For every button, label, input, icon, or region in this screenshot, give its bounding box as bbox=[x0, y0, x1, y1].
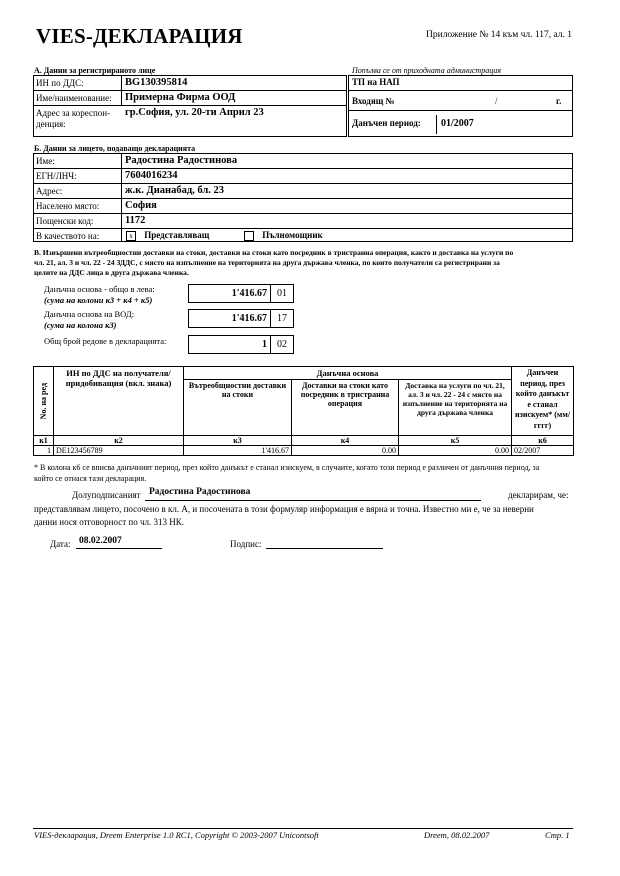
company-name-row bbox=[34, 91, 346, 106]
incoming-slash: / bbox=[495, 96, 498, 106]
footer-date: Dreem, 08.02.2007 bbox=[424, 830, 490, 840]
col-k5-header: Доставка на услуги по чл. 21, ал. 3 и чл. 22 - 24 с място на изпълнение на територията на друга държава членка bbox=[399, 380, 512, 436]
signature-label: Подпис: bbox=[230, 539, 262, 549]
postcode-value: 1172 bbox=[125, 215, 146, 226]
section-a-box bbox=[33, 75, 347, 137]
date-label: Дата: bbox=[50, 539, 71, 549]
person-address-label: Адрес: bbox=[36, 186, 63, 196]
capacity-row bbox=[34, 229, 572, 244]
undersigned-value: Радостина Радостинова bbox=[149, 487, 251, 497]
egn-value: 7604016234 bbox=[125, 170, 178, 181]
date-value[interactable]: 08.02.2007 bbox=[79, 536, 122, 546]
period-value: 01/2007 bbox=[441, 118, 474, 129]
undersigned-label: Долуподписаният bbox=[72, 490, 141, 500]
col-no-header: No. на ред bbox=[34, 367, 54, 436]
total-base-label: Данъчна основа - общо в лева: (сума на колони к3 + к4 + к5) bbox=[44, 284, 155, 305]
nap-office-label: ТП на НАП bbox=[352, 77, 400, 87]
footer-page: Стр. 1 bbox=[545, 830, 570, 840]
table-row bbox=[34, 446, 574, 456]
incoming-label: Входящ № bbox=[352, 96, 395, 106]
col-period-header: Данъчен период, през който данъкът е станал изискуем* (мм/гггг) bbox=[512, 367, 574, 436]
proxy-label: Пълномощник bbox=[262, 230, 323, 240]
code-k2: к2 bbox=[54, 436, 184, 446]
city-label: Населено място: bbox=[36, 201, 100, 211]
postcode-label: Пощенски код: bbox=[36, 216, 94, 226]
section-a-title: А. Данни за регистрираното лице bbox=[34, 66, 156, 75]
rows-count-code: 02 bbox=[270, 336, 293, 353]
address-value: гр.София, ул. 20-ти Април 23 bbox=[125, 107, 264, 118]
row-vat[interactable]: DE123456789 bbox=[54, 446, 184, 456]
code-k1: к1 bbox=[34, 436, 54, 446]
vod-base-value: 1'416.67 bbox=[231, 313, 267, 324]
egn-row bbox=[34, 169, 572, 184]
address-row bbox=[34, 106, 346, 136]
vat-label: ИН по ДДС: bbox=[36, 78, 84, 88]
person-name-row bbox=[34, 154, 572, 169]
person-name-label: Име: bbox=[36, 156, 55, 166]
section-c-title: В. Извършени вътреобщностни доставки на стоки, доставки на стоки като посредник в тристранна операция, както и доставка на услуги по чл. 21, ал. 3 и чл. 22 - 24 ЗДДС, с място на изпълнение на територията на друга държава членка, по които получатели са регистрирани за целите на ДДС лица в друга държава членка. bbox=[34, 248, 514, 277]
code-k3: к3 bbox=[184, 436, 292, 446]
col-k3-header: Вътреобщностни доставки на стоки bbox=[184, 380, 292, 436]
code-k4: к4 bbox=[292, 436, 399, 446]
section-b-box bbox=[33, 153, 573, 242]
vod-base-field[interactable] bbox=[188, 309, 294, 328]
person-name-value: Радостина Радостинова bbox=[125, 155, 238, 166]
vat-value: BG130395814 bbox=[125, 77, 188, 88]
declaration-text: представлявам лицето, посочено в кл. А, и посочената в този формуляр информация е вярна и точна. Известно ми е, че за неверни данни нося отговорност по чл. 313 НК. bbox=[34, 504, 534, 527]
nap-caption: Попълва се от приходната администрация bbox=[352, 66, 501, 75]
total-base-code: 01 bbox=[270, 285, 293, 302]
section-b-title: Б. Данни за лицето, подаващо декларацията bbox=[34, 144, 196, 153]
code-k6: к6 bbox=[512, 436, 574, 446]
code-k5: к5 bbox=[399, 436, 512, 446]
vod-base-code: 17 bbox=[270, 310, 293, 327]
declare-suffix: декларирам, че: bbox=[508, 490, 569, 500]
rows-count-label: Общ брой редове в декларацията: bbox=[44, 336, 167, 346]
row-k5[interactable]: 0.00 bbox=[399, 446, 512, 456]
row-k3[interactable]: 1'416.67 bbox=[184, 446, 292, 456]
annex-reference: Приложение № 14 към чл. 117, ал. 1 bbox=[426, 30, 573, 40]
table-footnote: * В колона к6 се вписва данъчният период, през който данъкът е станал изискуем, в случаите, когато този период е различен от данъчния период, за който се отнася тази декларация. bbox=[34, 463, 540, 483]
address-label: Адрес за кореспон- денция: bbox=[36, 108, 111, 129]
declaration-table bbox=[33, 366, 574, 456]
code-row bbox=[34, 436, 574, 446]
representative-checkbox[interactable]: x bbox=[126, 231, 136, 241]
row-k4[interactable]: 0.00 bbox=[292, 446, 399, 456]
proxy-checkbox[interactable] bbox=[244, 231, 254, 241]
city-value: София bbox=[125, 200, 157, 211]
vat-row bbox=[34, 76, 346, 91]
col-k4-header: Доставки на стоки като посредник в тристранна операция bbox=[292, 380, 399, 436]
signature-line[interactable] bbox=[266, 548, 383, 549]
col-base-header: Данъчна основа bbox=[184, 367, 512, 380]
representative-label: Представляващ bbox=[144, 230, 210, 240]
incoming-year-suffix: г. bbox=[556, 96, 562, 106]
egn-label: ЕГН/ЛНЧ: bbox=[36, 171, 77, 181]
city-row bbox=[34, 199, 572, 214]
document-title: VIES-ДЕКЛАРАЦИЯ bbox=[36, 24, 243, 48]
footer-copyright: VIES-декларация, Dreem Enterprise 1.0 RC1, Copyright © 2003-2007 Unicontsoft bbox=[34, 830, 319, 840]
total-base-value: 1'416.67 bbox=[231, 288, 267, 299]
row-period[interactable]: 02/2007 bbox=[512, 446, 574, 456]
company-name-label: Име/наименование: bbox=[36, 93, 112, 103]
postcode-row bbox=[34, 214, 572, 229]
row-no: 1 bbox=[34, 446, 54, 456]
rows-count-field[interactable] bbox=[188, 335, 294, 354]
total-base-field[interactable] bbox=[188, 284, 294, 303]
nap-box bbox=[348, 75, 573, 137]
capacity-label: В качеството на: bbox=[36, 231, 100, 241]
vod-base-label: Данъчна основа на ВОД: (сума на колона к3) bbox=[44, 309, 135, 330]
period-label: Данъчен период: bbox=[352, 118, 421, 128]
company-name-value: Примерна Фирма ООД bbox=[125, 92, 236, 103]
person-address-value: ж.к. Дианабад, бл. 23 bbox=[125, 185, 225, 196]
person-address-row bbox=[34, 184, 572, 199]
col-vat-header: ИН по ДДС на получателя/придобиващия (вкл. знака) bbox=[54, 367, 184, 436]
rows-count-value: 1 bbox=[262, 339, 267, 350]
